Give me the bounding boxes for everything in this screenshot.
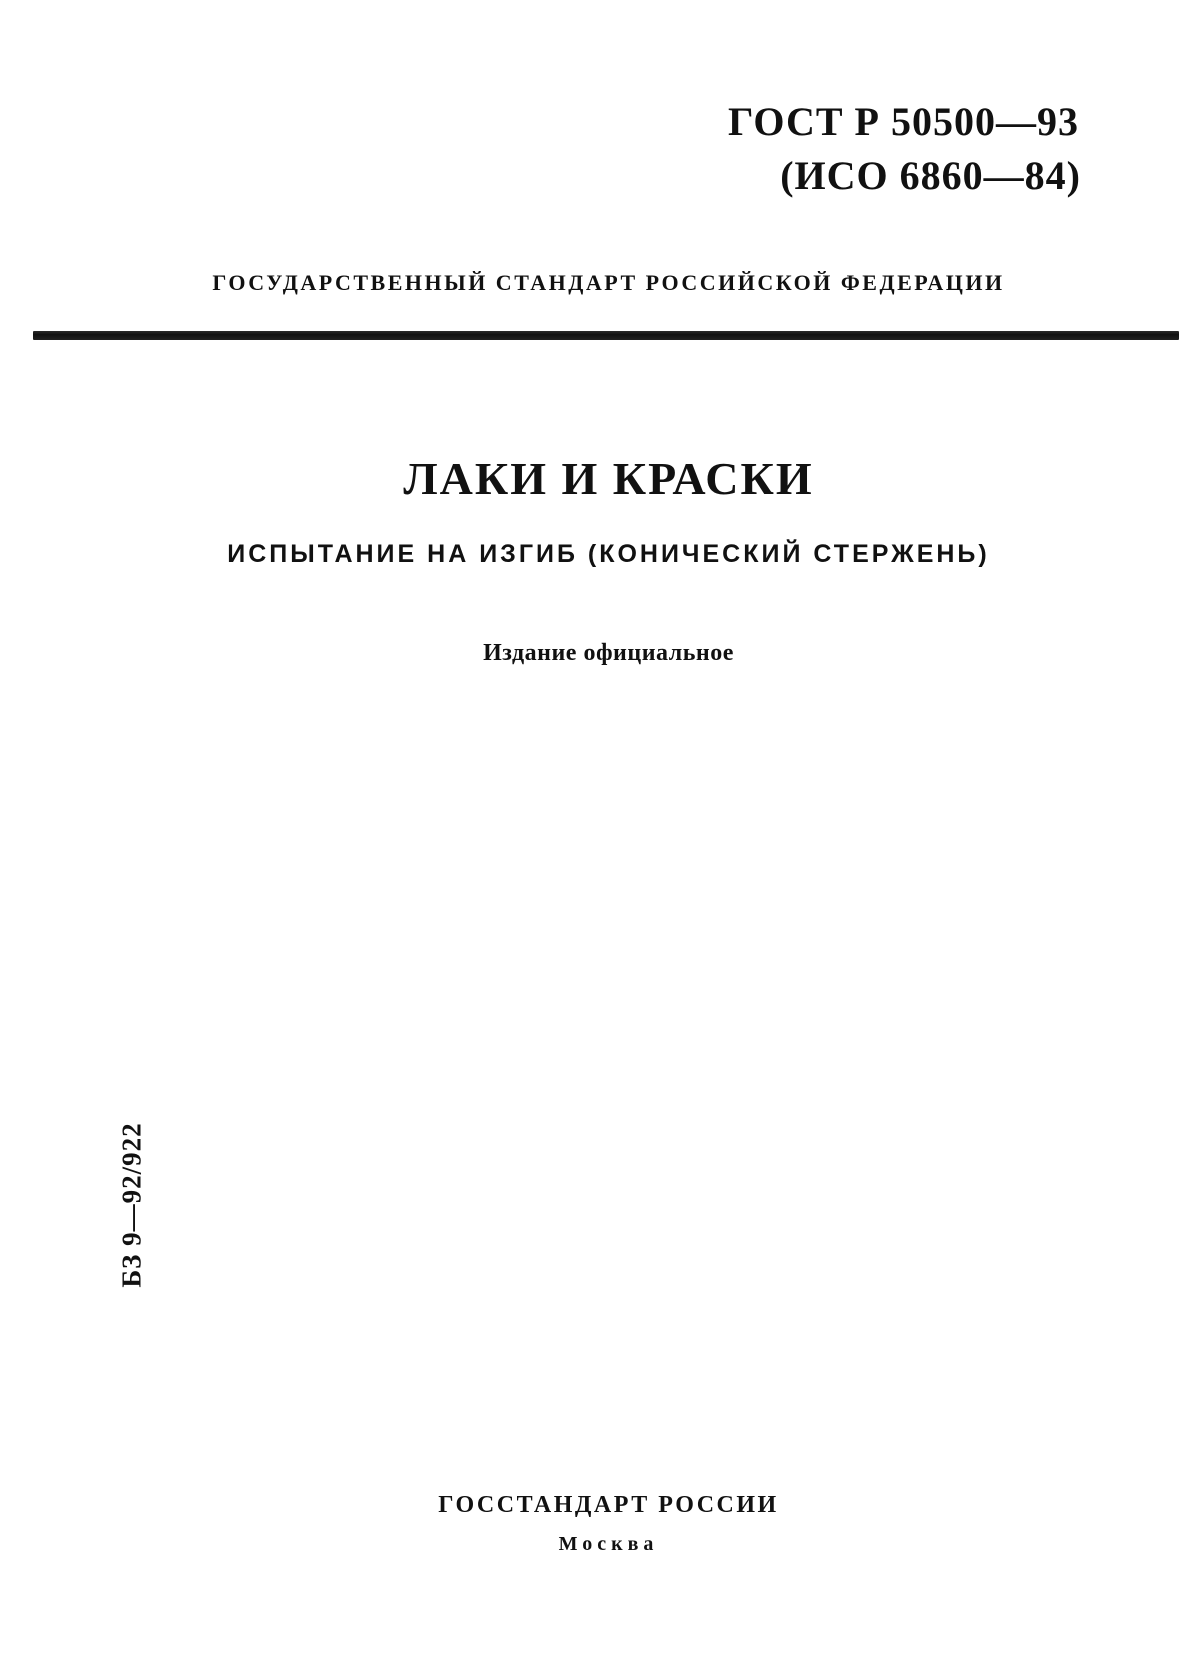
side-publication-code: БЗ 9—92/922	[116, 1122, 147, 1288]
document-title: ЛАКИ И КРАСКИ	[403, 453, 814, 504]
publisher-city: Москва	[558, 1533, 659, 1555]
document-subtitle: ИСПЫТАНИЕ НА ИЗГИБ (КОНИЧЕСКИЙ СТЕРЖЕНЬ)	[227, 540, 990, 568]
iso-code: (ИСО 6860—84)	[780, 153, 1081, 198]
header-divider	[33, 331, 1179, 340]
state-standard-heading: ГОСУДАРСТВЕННЫЙ СТАНДАРТ РОССИЙСКОЙ ФЕДЕРАЦИИ	[212, 270, 1005, 295]
publisher-name: ГОССТАНДАРТ РОССИИ	[438, 1492, 779, 1518]
gost-code: ГОСТ Р 50500—93	[727, 99, 1079, 144]
edition-note: Издание официальное	[483, 640, 734, 666]
